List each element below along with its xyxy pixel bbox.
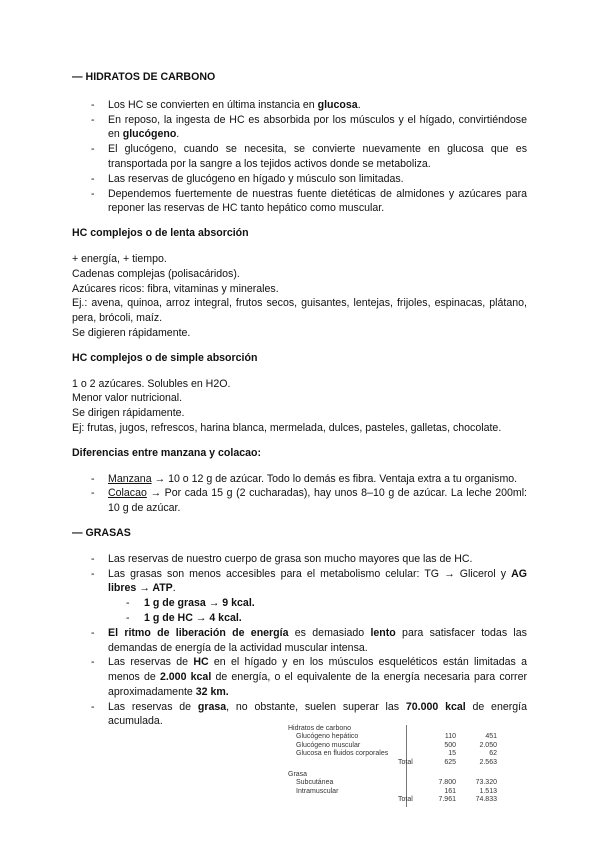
list-item: - 1 g de grasa → 9 kcal. <box>72 596 527 611</box>
text-line: Se digieren rápidamente. <box>72 326 191 339</box>
list-item: - El glucógeno, cuando se necesita, se convierte nuevamente en glucosa que es transportada por la sangre a los tejidos activos donde se metaboliza. <box>72 142 527 172</box>
diferencias-list <box>72 472 527 516</box>
text-line: Menor valor nutricional. <box>72 392 183 405</box>
kcal-sublist <box>72 596 527 626</box>
list-item: - Dependemos fuertemente de nuestras fuente dietéticas de almidones y azúcares para reponer las reservas de HC tanto hepático como muscular. <box>72 187 527 217</box>
list-item: - Las reservas de grasa, no obstante, suelen superar las 70.000 kcal de energía acumulada. <box>72 700 527 730</box>
section-title-grasas: — GRASAS <box>72 526 131 539</box>
list-item: - En reposo, la ingesta de HC es absorbida por los músculos y el hígado, convirtiéndose en glucógeno. <box>72 113 527 143</box>
text-line: Ej: frutas, jugos, refrescos, harina blanca, mermelada, dulces, pasteles, galletas, chocolate. <box>72 421 502 434</box>
text-line: Azúcares ricos: fibra, vitaminas y minerales. <box>72 282 279 295</box>
grasas-list <box>72 552 527 730</box>
section-title-lenta: HC complejos o de lenta absorción <box>72 227 249 240</box>
text-line: Cadenas complejas (polisacáridos). <box>72 267 240 280</box>
document-page <box>72 70 527 729</box>
list-item: - Las reservas de nuestro cuerpo de grasa son mucho mayores que las de HC. <box>72 552 527 567</box>
list-item: - 1 g de HC → 4 kcal. <box>72 611 527 626</box>
list-item: - Las grasas son menos accesibles para el metabolismo celular: TG → Glicerol y AG libres → ATP. - 1 g de grasa → 9 kcal. - 1 g de HC → 4 kcal. <box>72 567 527 626</box>
text-line: 1 o 2 azúcares. Solubles en H2O. <box>72 377 231 390</box>
text-line: + energía, + tiempo. <box>72 252 167 265</box>
list-item: - Los HC se convierten en última instancia en glucosa. <box>72 98 527 113</box>
section-title-simple: HC complejos o de simple absorción <box>72 351 258 364</box>
text-line: Se dirigen rápidamente. <box>72 407 185 420</box>
section-title-hidratos: — HIDRATOS DE CARBONO <box>72 71 216 83</box>
section-title-diferencias: Diferencias entre manzana y colacao: <box>72 446 262 459</box>
list-item: - Manzana → 10 o 12 g de azúcar. Todo lo demás es fibra. Ventaja extra a tu organismo. <box>72 472 527 487</box>
hc-bullet-list <box>72 98 527 216</box>
list-item: - Colacao → Por cada 15 g (2 cucharadas), hay unos 8–10 g de azúcar. La leche 200ml: 10 g de azúcar. <box>72 486 527 516</box>
list-item: - Las reservas de HC en el hígado y en los músculos esqueléticos están limitadas a menos de 2.000 kcal de energía, o el equivalente de la energía necesaria para correr aproximadamente 32 km. <box>72 655 527 699</box>
list-item: - Las reservas de glucógeno en hígado y músculo son limitadas. <box>72 172 527 187</box>
text-line: Ej.: avena, quinoa, arroz integral, frutos secos, guisantes, lentejas, frijoles, espinacas, plátano, pera, brócoli, maíz. <box>72 297 527 325</box>
list-item: - El ritmo de liberación de energía es demasiado lento para satisfacer todas las demandas de energía de la actividad muscular intensa. <box>72 626 527 656</box>
